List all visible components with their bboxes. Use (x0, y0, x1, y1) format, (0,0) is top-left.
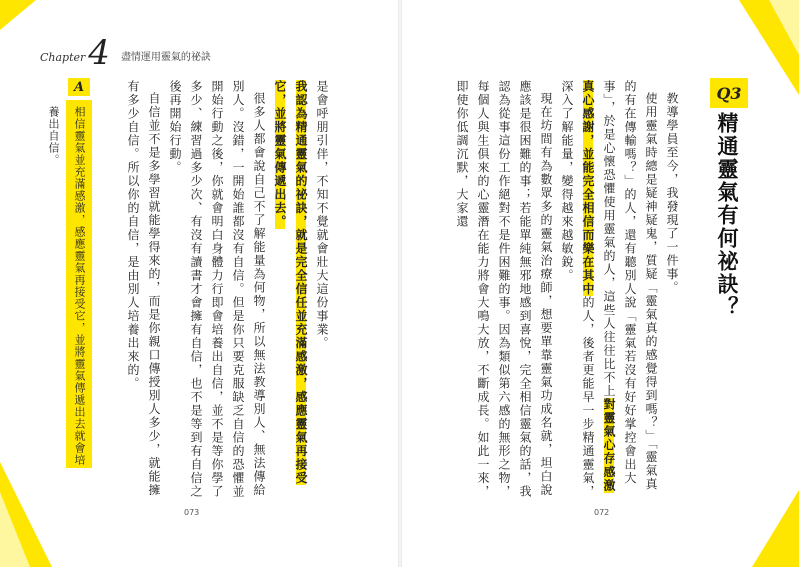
corner-decoration-bottom-left (0, 462, 60, 567)
right-paragraph-2 (556, 80, 661, 500)
right-paragraph-1: 教導學員至今，我發現了一件事。 (665, 92, 679, 295)
left-paragraph-2 (269, 80, 311, 500)
answer-tag: A (68, 78, 90, 96)
left-paragraph-3: 很多人都會說自己不了解能量為何物，所以無法教導別人、無法傳給別人。沒錯，一開始誰都沒有自信。但是你只要克服缺乏自信的恐懼並開始行動之後，你就會明白身體力行即會培養出自信，並不是等你學了多少、練習過多少次、有沒有讀書才會擁有自信，也不是等到有自信之後再開始行動。 (168, 80, 266, 499)
chapter-header (40, 30, 211, 73)
corner-decoration-bottom-right (752, 490, 799, 567)
page-gutter (398, 0, 402, 567)
left-paragraph-4: 自信並不是多學習就能學得來的，而是你親口傳授別人多少，就能擁有多少自信。所以你的自信，是由別人培養出來的。 (126, 80, 161, 497)
question-title: 精通靈氣有何祕訣？ (715, 112, 739, 319)
page-number-right: 072 (594, 508, 610, 517)
corner-decoration-top-left (0, 0, 40, 40)
answer-summary: 相信靈氣並充滿感激，感應靈氣再接受它，並將靈氣傳遞出去就會培養出自信。 (66, 100, 92, 468)
left-paragraph-2-highlight: 我認為精通靈氣的祕訣，就是完全信任並充滿感激，感應靈氣再接受它，並將靈氣傳遞出去。 (273, 80, 308, 485)
right-paragraph-2-end: 的人，後者更能早一步精通靈氣，深入了解能量，變得越來越敏銳。 (560, 80, 595, 499)
chapter-number: 4 (88, 33, 110, 73)
right-page-body (452, 80, 682, 500)
right-paragraph-2-text: 使用靈氣時總是疑神疑鬼，質疑「靈氣真的感覺得到嗎？」「靈氣真的有在傳輸嗎？」的人，還有聽別人說「靈氣若沒有好好掌控會出大事」，於是心懷恐懼使用靈氣的人，這些人往往比不上 (602, 80, 658, 491)
left-paragraph-1: 是會呼朋引伴，不知不覺就會壯大這份事業。 (315, 80, 329, 350)
right-paragraph-2-highlight: 對靈氣心存感激真心感謝，並能完全相信而樂在其中 (581, 80, 616, 493)
page-number-left: 073 (184, 508, 200, 517)
chapter-word: Chapter (40, 51, 86, 64)
chapter-title: 盡情運用靈氣的祕訣 (120, 52, 211, 63)
question-tag: Q3 (710, 78, 748, 108)
left-page-body (126, 80, 332, 500)
right-paragraph-3: 現在坊間有為數眾多的靈氣治療師，想要單靠靈氣功成名就，坦白說應該是很困難的事；若能單純無邪地感到喜悅，完全相信靈氣的話，我認為從事這份工作絕對不是件困難的事。因為類似第六感的無形之物，每個人與生俱來的心靈潛在能力將會大鳴大放，不斷成長。如此一來，即使你低調沉默，大家還 (455, 80, 553, 499)
